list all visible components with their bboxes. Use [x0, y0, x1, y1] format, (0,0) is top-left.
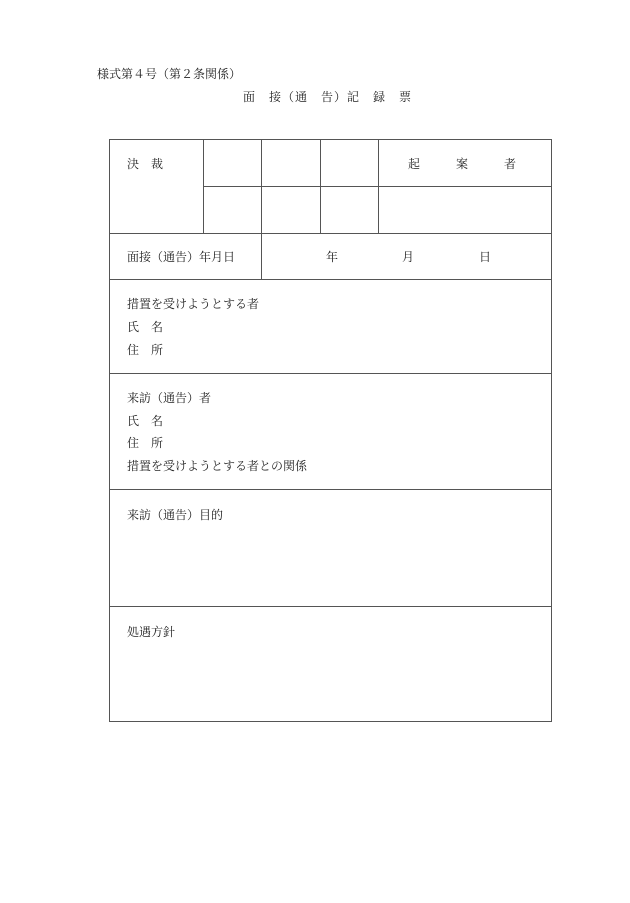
row-divider [110, 373, 551, 374]
month-label: 月 [402, 250, 415, 264]
row-divider [110, 606, 551, 607]
treatment-policy-label: 処遇方針 [127, 625, 176, 639]
date-col-line [261, 233, 262, 279]
record-form-table [109, 139, 552, 722]
interview-date-label: 面接（通告）年月日 [127, 250, 236, 264]
subject-name-label: 氏 名 [127, 320, 164, 334]
visitor-address-label: 住 所 [127, 436, 164, 450]
form-title: 面 接（通 告）記 録 票 [243, 90, 413, 104]
approval-label: 決 裁 [127, 157, 164, 171]
approval-col-line [261, 140, 262, 233]
approval-col-line [378, 140, 379, 233]
day-label: 日 [479, 250, 492, 264]
form-number: 様式第４号（第２条関係） [97, 67, 242, 81]
year-label: 年 [326, 250, 339, 264]
row-divider [110, 233, 551, 234]
approval-col-line [203, 140, 204, 233]
visit-purpose-label: 来訪（通告）目的 [127, 508, 224, 522]
subject-address-label: 住 所 [127, 343, 164, 357]
subject-title: 措置を受けようとする者 [127, 297, 260, 311]
row-divider [110, 279, 551, 280]
visitor-name-label: 氏 名 [127, 414, 164, 428]
row-divider [110, 489, 551, 490]
drafter-label: 起 案 者 [408, 157, 517, 171]
visitor-relation-label: 措置を受けようとする者との関係 [127, 459, 308, 473]
visitor-title: 来訪（通告）者 [127, 391, 212, 405]
approval-col-line [320, 140, 321, 233]
